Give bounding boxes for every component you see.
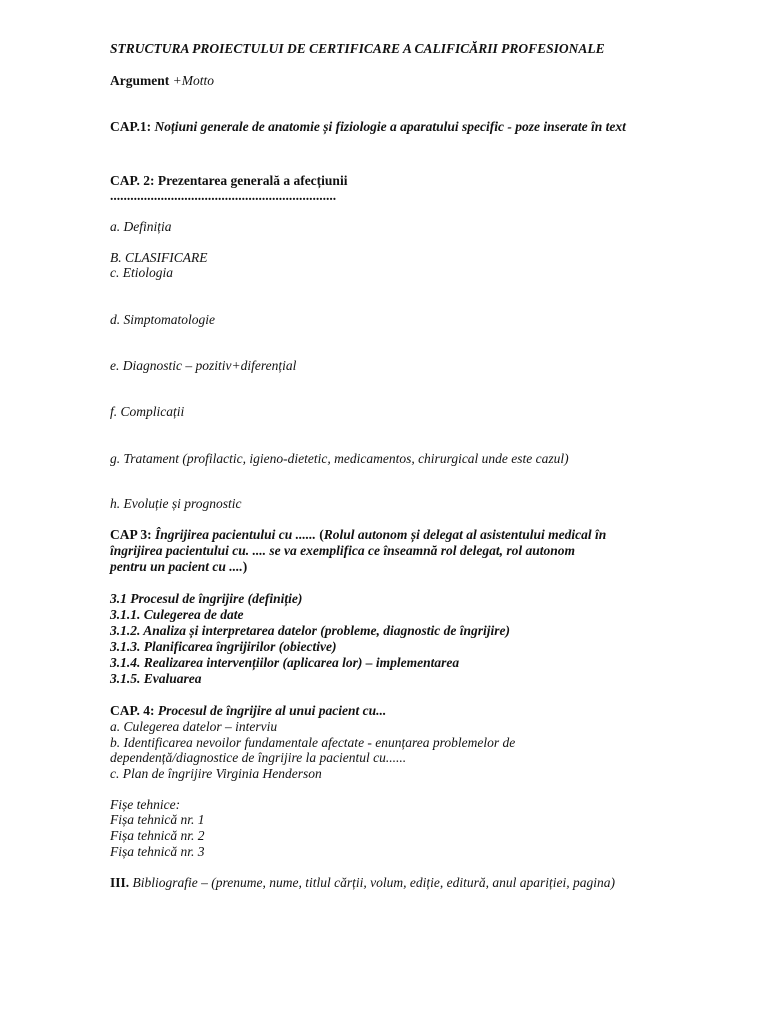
cap1-text: Noțiuni generale de anatomie și fiziologie a aparatului specific - poze inserate în text [154,119,626,134]
bibliografie-text: Bibliografie – (prenume, nume, titlul cărții, volum, ediție, editură, anul apariției, pagina) [132,875,615,890]
fisa-1: Fișa tehnică nr. 1 [110,812,205,827]
cap3-item-3-1: 3.1 Procesul de îngrijire (definiție) [110,591,303,606]
cap3-note-line-2: îngrijirea pacientului cu. .... se va exemplifica ce înseamnă rol delegat, rol autonom [110,543,575,558]
cap2-item-evolutie: h. Evoluție și prognostic [110,496,242,511]
cap2-item-clasificare: B. CLASIFICARE [110,250,208,265]
cap4-item-c: c. Plan de îngrijire Virginia Henderson [110,766,322,781]
cap2-item-diagnostic: e. Diagnostic – pozitiv+diferențial [110,358,297,373]
cap3-item-3-1-2: 3.1.2. Analiza și interpretarea datelor (probleme, diagnostic de îngrijire) [110,623,511,638]
cap3-note: Rolul autonom și delegat al asistentului medical în [323,527,607,542]
fise-heading: Fișe tehnice: [110,797,181,812]
cap3-item-3-1-4: 3.1.4. Realizarea intervențiilor (aplicarea lor) – implementarea [110,655,460,670]
cap3-line-3: pentru un pacient cu ....) [110,559,248,574]
cap3-label: CAP 3: [110,527,155,542]
argument-label: Argument [110,73,173,88]
cap4-item-b-cont: dependență/diagnostice de îngrijire la pacientul cu...... [110,750,407,765]
cap1-label: CAP.1: [110,119,155,134]
argument-line [110,73,214,89]
cap2-item-complicatii: f. Complicații [110,404,185,419]
fisa-3: Fișa tehnică nr. 3 [110,844,205,859]
document-title: STRUCTURA PROIECTULUI DE CERTIFICARE A CALIFICĂRII PROFESIONALE [110,41,605,56]
cap2-item-simptomatologie: d. Simptomatologie [110,312,215,327]
cap2-item-tratament: g. Tratament (profilactic, igieno-dietetic, medicamentos, chirurgical unde este cazul) [110,451,569,466]
bibliografie-line [110,875,615,891]
cap2-item-etiologia: c. Etiologia [110,265,173,280]
cap2-dots: ................................................................... [110,188,337,203]
cap4-heading: Procesul de îngrijire al unui pacient cu... [157,703,387,718]
cap3-item-3-1-3: 3.1.3. Planificarea îngrijirilor (obiective) [110,639,337,654]
fisa-2: Fișa tehnică nr. 2 [110,828,205,843]
cap3-note-line-3: pentru un pacient cu .... [110,559,243,574]
cap1-line [110,119,626,135]
cap3-item-3-1-5: 3.1.5. Evaluarea [110,671,202,686]
cap4-label: CAP. 4: [110,703,158,718]
bibliografie-label: III. [110,875,133,890]
cap4-line [110,703,386,719]
cap3-heading: Îngrijirea pacientului cu ...... [155,527,316,542]
cap3-item-3-1-1: 3.1.1. Culegerea de date [110,607,244,622]
cap4-item-b: b. Identificarea nevoilor fundamentale afectate - enunțarea problemelor de [110,735,516,750]
cap4-item-a: a. Culegerea datelor – interviu [110,719,278,734]
cap3-line-1: CAP 3: Îngrijirea pacientului cu ...... (Rolul autonom și delegat al asistentului medical în [110,527,607,542]
cap2-heading: CAP. 2: Prezentarea generală a afecțiunii [110,173,348,188]
argument-text: +Motto [172,73,214,88]
cap2-item-definitia: a. Definiția [110,219,172,234]
